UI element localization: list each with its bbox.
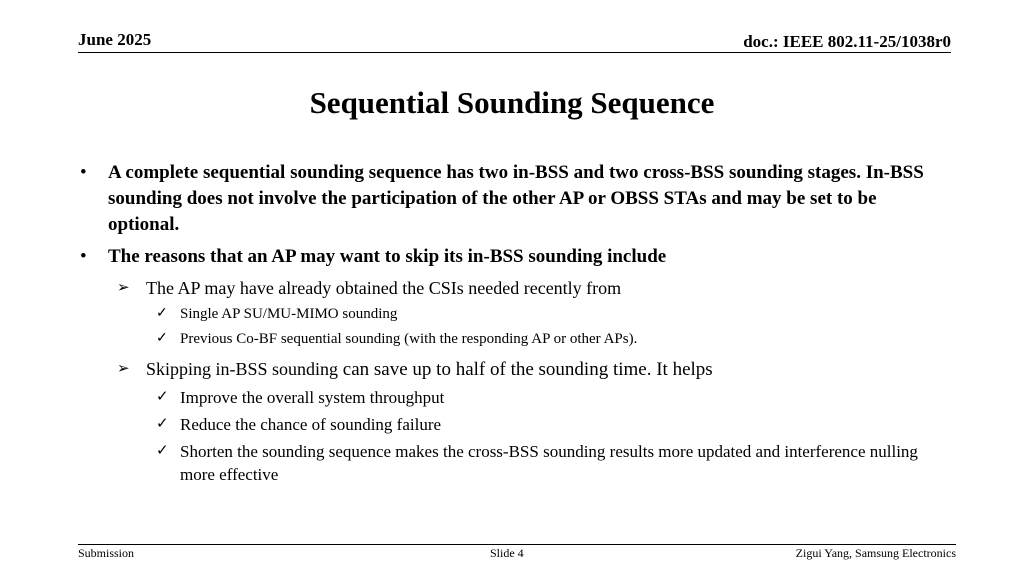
- sub-bullet-2-text-b: can save up to half of the sounding time. It helps: [338, 359, 713, 380]
- check-item-text: Improve the overall system throughput: [180, 388, 445, 407]
- bullet-marker: •: [80, 246, 87, 267]
- checkmark-icon: ✓: [156, 443, 169, 459]
- checkmark-icon: ✓: [156, 306, 168, 321]
- check-item: [74, 386, 944, 409]
- check-item-text: Previous Co-BF sequential sounding (with the responding AP or other APs).: [180, 331, 638, 347]
- bullet-2-text: The reasons that an AP may want to skip its in-BSS sounding include: [108, 246, 667, 267]
- checkmark-icon: ✓: [156, 331, 168, 346]
- bullet-1: [74, 160, 944, 238]
- slide-content: [74, 160, 944, 486]
- bullet-2: [74, 244, 944, 270]
- sub-bullet-1-text: The AP may have already obtained the CSIs needed recently from: [146, 278, 622, 298]
- checkmark-icon: ✓: [156, 416, 169, 432]
- arrow-icon: ➢: [117, 361, 130, 377]
- header-divider: [78, 52, 951, 53]
- check-item: [74, 413, 944, 436]
- footer-submission: Submission: [78, 546, 135, 560]
- bullet-marker: •: [80, 162, 87, 183]
- check-item-text: Single AP SU/MU-MIMO sounding: [180, 306, 398, 322]
- footer-slide-number: Slide 4: [490, 546, 524, 560]
- check-item-text: Reduce the chance of sounding failure: [180, 415, 442, 434]
- check-item-text: Shorten the sounding sequence makes the cross-BSS sounding results more updated and interference nulling more effective: [180, 442, 918, 484]
- check-item: [74, 440, 944, 486]
- header-doc-id: doc.: IEEE 802.11-25/1038r0: [743, 32, 951, 51]
- sub-bullet-2: [74, 357, 944, 382]
- footer-divider: [78, 544, 956, 545]
- check-item: [74, 303, 944, 325]
- sub-bullet-2-text-a: Skipping in-BSS sounding: [146, 359, 339, 379]
- header-date: June 2025: [78, 30, 152, 49]
- slide-title: Sequential Sounding Sequence: [309, 85, 715, 120]
- bullet-1-text: A complete sequential sounding sequence has two in-BSS and two cross-BSS sounding stages. In-BSS sounding does not involve the participation of the other AP or OBSS STAs and may be set to be optional.: [108, 162, 924, 235]
- checkmark-icon: ✓: [156, 389, 169, 405]
- check-item: [74, 328, 944, 350]
- sub-bullet-1: [74, 276, 944, 300]
- footer-author: Zigui Yang, Samsung Electronics: [795, 546, 956, 560]
- arrow-icon: ➢: [117, 280, 130, 296]
